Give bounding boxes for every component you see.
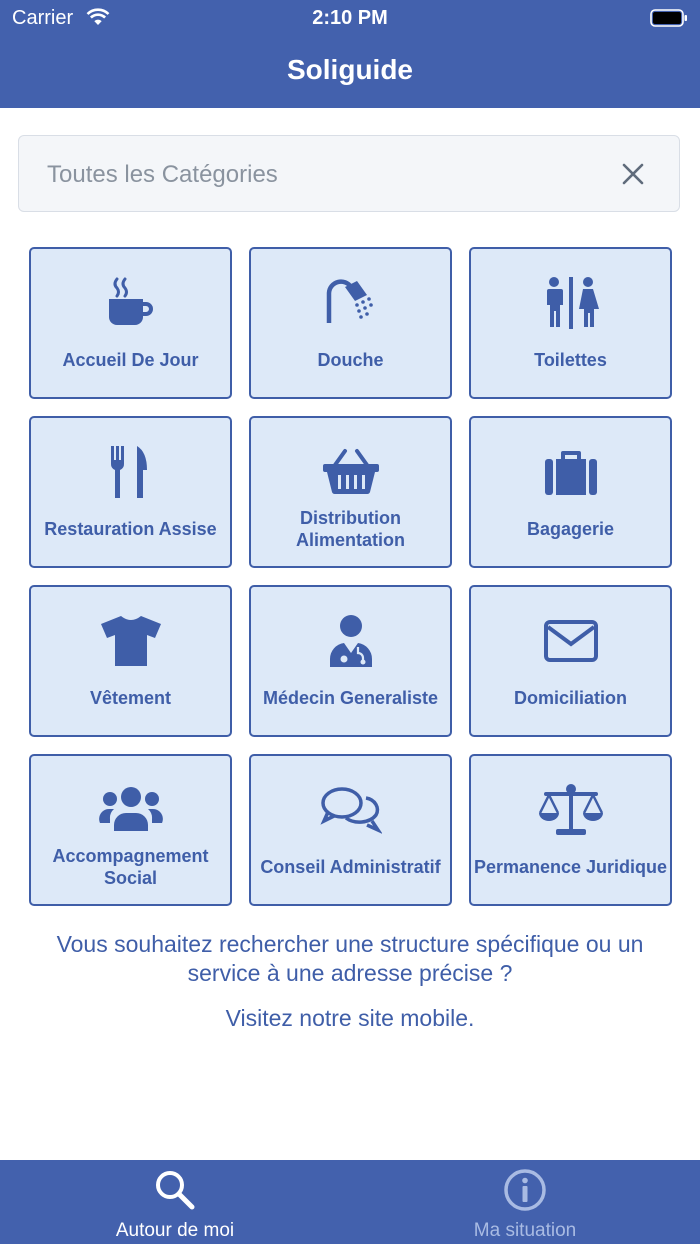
category-label: Médecin Generaliste (262, 688, 439, 708)
doctor-icon (251, 609, 450, 673)
category-domiciliation[interactable] (469, 585, 672, 737)
envelope-icon (471, 609, 670, 673)
status-time: 2:10 PM (312, 7, 388, 29)
tshirt-icon (31, 609, 230, 673)
category-douche[interactable] (249, 247, 452, 399)
category-vetement[interactable] (29, 585, 232, 737)
category-bagagerie[interactable] (469, 416, 672, 568)
category-medecin-generaliste[interactable] (249, 585, 452, 737)
shopping-basket-icon (251, 440, 450, 504)
category-label: Conseil Administratif (260, 857, 441, 877)
carrier-label: Carrier (12, 7, 74, 29)
category-search-bar (18, 135, 680, 212)
category-permanence-juridique[interactable] (469, 754, 672, 906)
category-label: Douche (317, 350, 384, 370)
category-conseil-administratif[interactable] (249, 754, 452, 906)
category-label: Distribution Alimentation (295, 508, 405, 550)
category-label: Vêtement (89, 688, 172, 708)
mobile-site-link[interactable]: Visitez notre site mobile. (225, 1005, 475, 1031)
coffee-cup-icon (31, 271, 230, 335)
category-label: Permanence Juridique (473, 857, 668, 877)
category-label: Domiciliation (513, 688, 627, 708)
battery-icon (650, 9, 688, 32)
category-search-input[interactable] (47, 136, 607, 213)
top-bar (0, 0, 700, 108)
category-accueil-de-jour[interactable] (29, 247, 232, 399)
users-icon (31, 778, 230, 842)
tab-label: Ma situation (473, 1220, 577, 1241)
shower-icon (251, 271, 450, 335)
category-label: Restauration Assise (44, 519, 217, 539)
chat-bubbles-icon (251, 778, 450, 842)
category-label: Accompagnement Social (52, 846, 209, 888)
restroom-icon (471, 271, 670, 335)
clear-icon[interactable] (621, 162, 645, 186)
search-icon (0, 1168, 350, 1212)
tab-bar (0, 1160, 700, 1244)
status-bar (0, 0, 700, 36)
utensils-icon (31, 440, 230, 504)
info-circle-icon (350, 1168, 700, 1212)
tab-label: Autour de moi (115, 1220, 235, 1241)
page-title: Soliguide (287, 54, 413, 85)
category-toilettes[interactable] (469, 247, 672, 399)
category-label: Accueil De Jour (62, 350, 199, 370)
category-restauration-assise[interactable] (29, 416, 232, 568)
info-text: Vous souhaitez rechercher une structure spécifique ou un service à une adresse précise ? (56, 931, 644, 986)
category-label: Bagagerie (526, 519, 615, 539)
tab-autour-de-moi[interactable] (0, 1160, 350, 1244)
tab-ma-situation[interactable] (350, 1160, 700, 1244)
category-label: Toilettes (534, 350, 607, 370)
balance-scale-icon (471, 778, 670, 842)
category-distribution-alimentation[interactable] (249, 416, 452, 568)
category-accompagnement-social[interactable] (29, 754, 232, 906)
suitcase-icon (471, 440, 670, 504)
